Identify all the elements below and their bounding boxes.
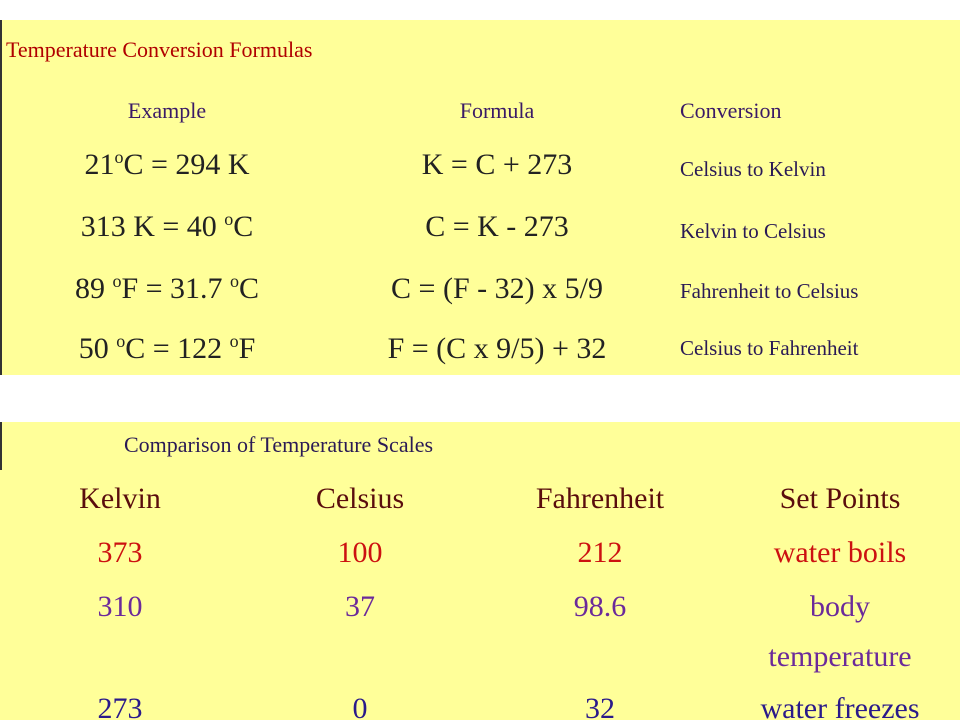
kelvin-value: 373 <box>97 536 143 569</box>
fahrenheit-value: 212 <box>577 536 623 569</box>
celsius-value: 0 <box>352 692 368 725</box>
kelvin-value: 310 <box>97 590 143 623</box>
set-point-label: body <box>810 590 870 623</box>
kelvin-value: 273 <box>97 692 143 725</box>
formula-cell: F = (C x 9/5) + 32 <box>387 332 607 365</box>
header-fahrenheit: Fahrenheit <box>535 482 665 515</box>
header-formula: Formula <box>459 98 535 123</box>
header-celsius: Celsius <box>315 482 405 515</box>
scales-title: Comparison of Temperature Scales <box>124 432 434 457</box>
formulas-panel <box>0 20 960 375</box>
conversion-cell: Fahrenheit to Celsius <box>680 279 859 303</box>
conversion-cell: Kelvin to Celsius <box>680 219 826 243</box>
example-cell: 313 K = 40 $^o$C <box>80 209 254 243</box>
panel-edge-bar <box>0 422 2 470</box>
set-point-label-cont: temperature <box>768 640 912 673</box>
conversion-cell: Celsius to Fahrenheit <box>680 336 859 360</box>
fahrenheit-value: 98.6 <box>573 590 627 623</box>
example-cell: $21^oC = 294$ K <box>84 147 250 181</box>
formula-cell: K = C + 273 <box>421 148 573 181</box>
set-point-label: water boils <box>773 536 907 569</box>
fahrenheit-value: 32 <box>585 692 615 725</box>
celsius-value: 37 <box>345 590 375 623</box>
header-set-points: Set Points <box>779 482 901 515</box>
conversion-cell: Celsius to Kelvin <box>680 157 826 181</box>
header-example: Example <box>127 98 207 123</box>
set-point-label: water freezes <box>760 692 920 725</box>
formula-cell: C = K - 273 <box>425 210 569 243</box>
example-cell: 89 $^o$F = 31.7 $^o$C <box>74 271 260 305</box>
header-kelvin: Kelvin <box>79 482 161 515</box>
formula-cell: C = (F - 32) x 5/9 <box>391 272 603 305</box>
formulas-title: Temperature Conversion Formulas <box>6 37 313 62</box>
scales-panel <box>0 422 960 725</box>
celsius-value: 100 <box>337 536 383 569</box>
header-conversion: Conversion <box>680 98 782 123</box>
example-cell: 50 $^o$C = 122 $^o$F <box>78 331 256 365</box>
